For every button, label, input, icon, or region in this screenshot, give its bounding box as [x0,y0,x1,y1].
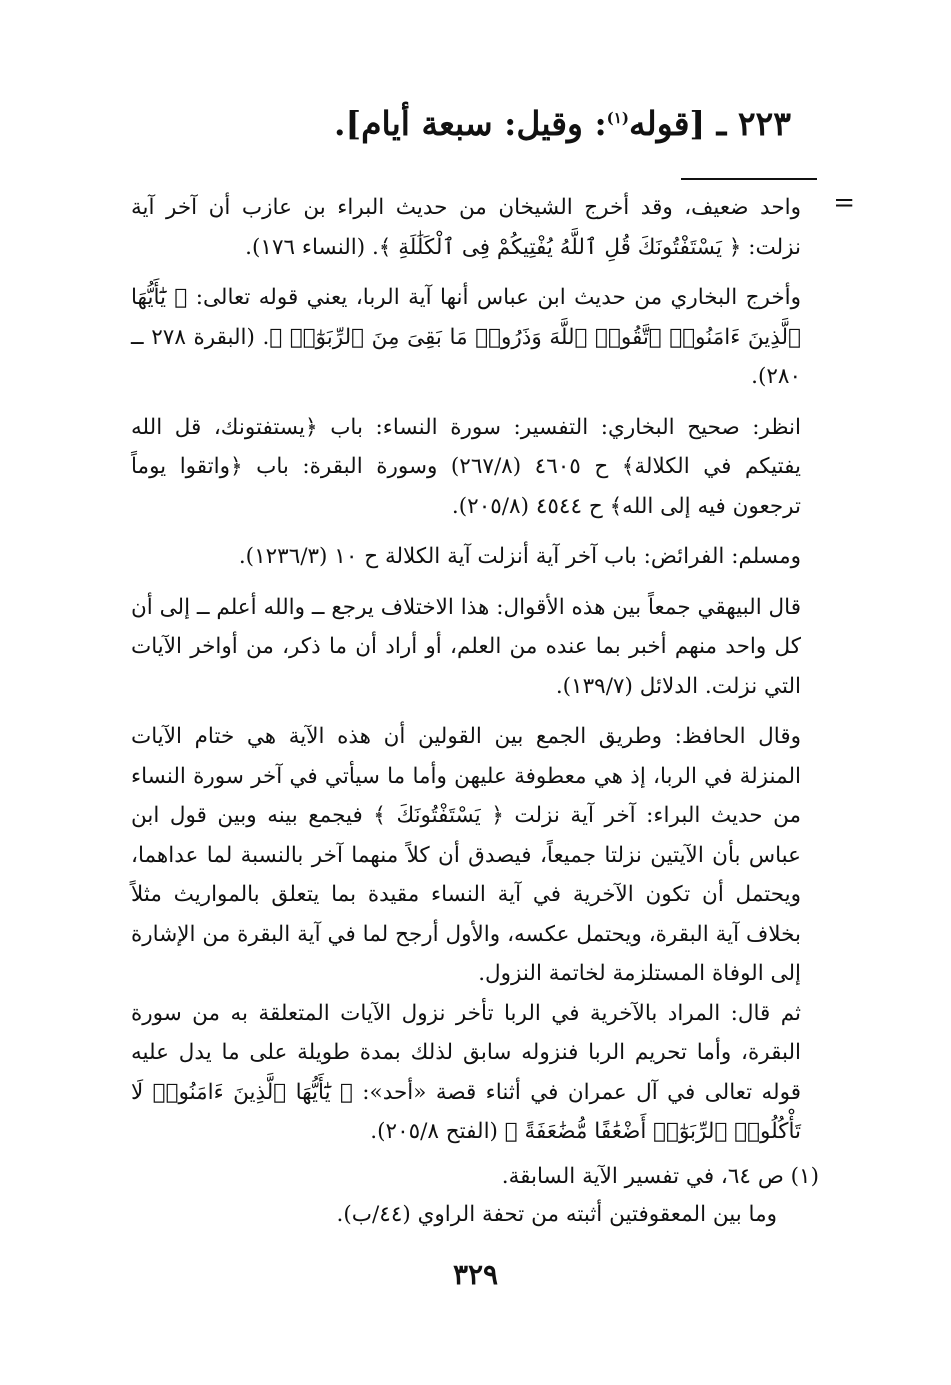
section-heading [334,92,791,150]
note-paragraph: قال البيهقي جمعاً بين هذه الأقوال: هذا الاختلاف يرجع ــ والله أعلم ــ إلى أن كل واحد منهم أخبر بما عنده من العلم، أو أراد أن ما ذكر، من أواخر الآيات التي نزلت. الدلائل (١٣٩/٧). [131,594,801,699]
footnote-line: وما بين المعقوفتين أثبته من تحفة الراوي (٤٤/ب). [336,1202,777,1227]
footnote-ref: (١) [606,109,629,127]
heading-dash: ـ [716,104,727,143]
note-paragraph: انظر: صحيح البخاري: التفسير: سورة النساء: باب ﴿يستفتونك، قل الله يفتيكم في الكلالة﴾ ح ٤٦٠٥ (٢٦٧/٨) وسورة البقرة: باب ﴿واتقوا يوماً ترجعون فيه إلى الله﴾ ح ٤٥٤٤ (٢٠٥/٨). [131,414,801,519]
footnotes [129,1158,819,1234]
note-paragraph: ومسلم: الفرائض: باب آخر آية أنزلت آية الكلالة ح ١٠ (١٢٣٦/٣). [238,544,801,569]
top-rule [681,178,817,180]
note-paragraph: واحد ضعيف، وقد أخرج الشيخان من حديث البراء بن عازب أن آخر آية نزلت: ﴿ يَسْتَفْتُونَكَ قُلِ ٱللَّهُ يُفْتِيكُمْ فِى ٱلْكَلَٰلَةِ ﴾. (النساء ١٧٦). [131,195,801,260]
heading-number: ٢٢٣ [737,104,791,143]
continuation-mark: = [833,188,855,218]
footnote-line: (١) ص ٦٤، في تفسير الآية السابقة. [501,1164,819,1189]
footnote-separator [131,1153,817,1154]
page-number: ٣٢٩ [452,1258,499,1291]
note-paragraph: وقال الحافظ: وطريق الجمع بين القولين أن هذه الآية هي ختام الآيات المنزلة في الربا، إذ هي معطوفة عليهن وأما ما سيأتي في آخر سورة النساء من حديث البراء: آخر آية نزلت ﴿ يَسْتَفْتُونَكَ ﴾ فيجمع بينه وبين قول ابن عباس بأن الآيتين نزلتا جميعاً، فيصدق أن كلاً منهما آخر بالنسبة لما عداهما، ويحتمل أن تكون الآخرية في آية النساء مقيدة بما يتعلق بالمواريث مثلاً بخلاف آية البقرة، ويحتمل عكسه، والأول أرجح لما في آية البقرة من الإشارة إلى الوفاة المستلزمة لخاتمة النزول. [131,724,801,986]
note-paragraph: ثم قال: المراد بالآخرية في الربا تأخر نزول الآيات المتعلقة به من سورة البقرة، وأما تحريم الربا فنزوله سابق لذلك بمدة طويلة على ما يدل عليه قوله تعالى في آل عمران في أثناء قصة «أحد»: ﴿ يَٰٓأَيُّهَا ٱلَّذِينَ ءَامَنُوا۟ لَا تَأْكُلُوا۟ ٱلرِّبَوٰٓا۟ أَضْعَٰفًا مُّضَٰعَفَةً ﴾ (الفتح ٢٠٥/٨). [131,1000,801,1144]
note-paragraph: وأخرج البخاري من حديث ابن عباس أنها آية الربا، يعني قوله تعالى: ﴿ يَٰٓأَيُّهَا ٱلَّذِينَ ءَامَنُوا۟ ٱتَّقُوا۟ ٱللَّهَ وَذَرُوا۟ مَا بَقِىَ مِنَ ٱلرِّبَوٰٓا۟ ﴾. (البقرة ٢٧٨ ــ ٢٨٠). [131,285,802,389]
heading-text-before: [قوله [628,104,706,143]
notes-body [131,188,801,1152]
heading-text-after: : وقيل: سبعة أيام]. [334,104,607,143]
